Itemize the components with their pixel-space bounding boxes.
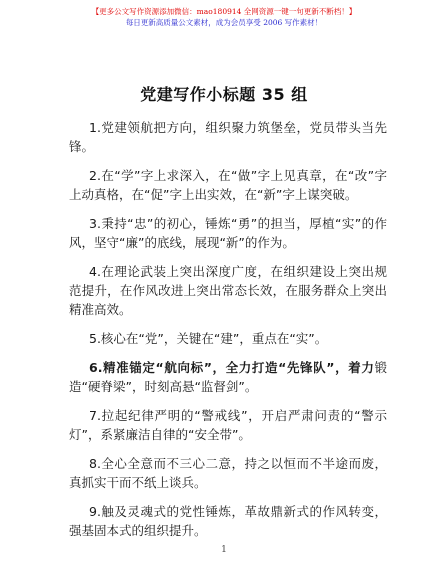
banner-line-member: 每日更新高质量公文素材，成为会员享受 2006 写作素材！ bbox=[125, 18, 323, 27]
document-title: 党建写作小标题 35 组 bbox=[140, 85, 308, 104]
banner-line-promo: 【更多公文写作资源添加微信：mao180914 全网资源一键一句更新不断档！】 bbox=[91, 7, 357, 16]
item-text: 锻造“硬脊梁”，时刻高悬“监督剑”。 bbox=[69, 360, 387, 394]
item-text-bold: 着力 bbox=[348, 360, 375, 375]
list-item: 2.在“学”字上求深入，在“做”字上见真章，在“改”字上动真格，在“促”字上出实效，在“新”字上谋突破。 bbox=[69, 168, 387, 202]
list-item: 3.秉持“忠”的初心，锤炼“勇”的担当，厚植“实”的作风，坚守“廉”的底线，展现“新”的作为。 bbox=[69, 216, 387, 250]
heading-list bbox=[69, 118, 387, 550]
page-number: 1 bbox=[221, 545, 227, 555]
list-item bbox=[69, 358, 387, 396]
list-item: 9.触及灵魂式的党性锤炼，革故鼎新式的作风转变，强基固本式的组织提升。 bbox=[69, 504, 387, 538]
list-item: 4.在理论武装上突出深度广度，在组织建设上突出规范提升，在作风改进上突出常态长效，在服务群众上突出精准高效。 bbox=[69, 264, 387, 317]
list-item: 5.核心在“党”，关键在“建”，重点在“实”。 bbox=[89, 331, 328, 346]
header-banner bbox=[0, 6, 448, 28]
item-text-bold: 6.精准锚定“航向标”，全力打造“先锋队”， bbox=[89, 360, 349, 375]
list-item: 1.党建领航把方向，组织聚力筑堡垒，党员带头当先锋。 bbox=[69, 120, 387, 154]
list-item: 7.拉起纪律严明的“警戒线”，开启严肃问责的“警示灯”，系紧廉洁自律的“安全带”。 bbox=[69, 408, 387, 442]
list-item: 8.全心全意而不三心二意，持之以恒而不半途而废，真抓实干而不纸上谈兵。 bbox=[69, 456, 387, 490]
